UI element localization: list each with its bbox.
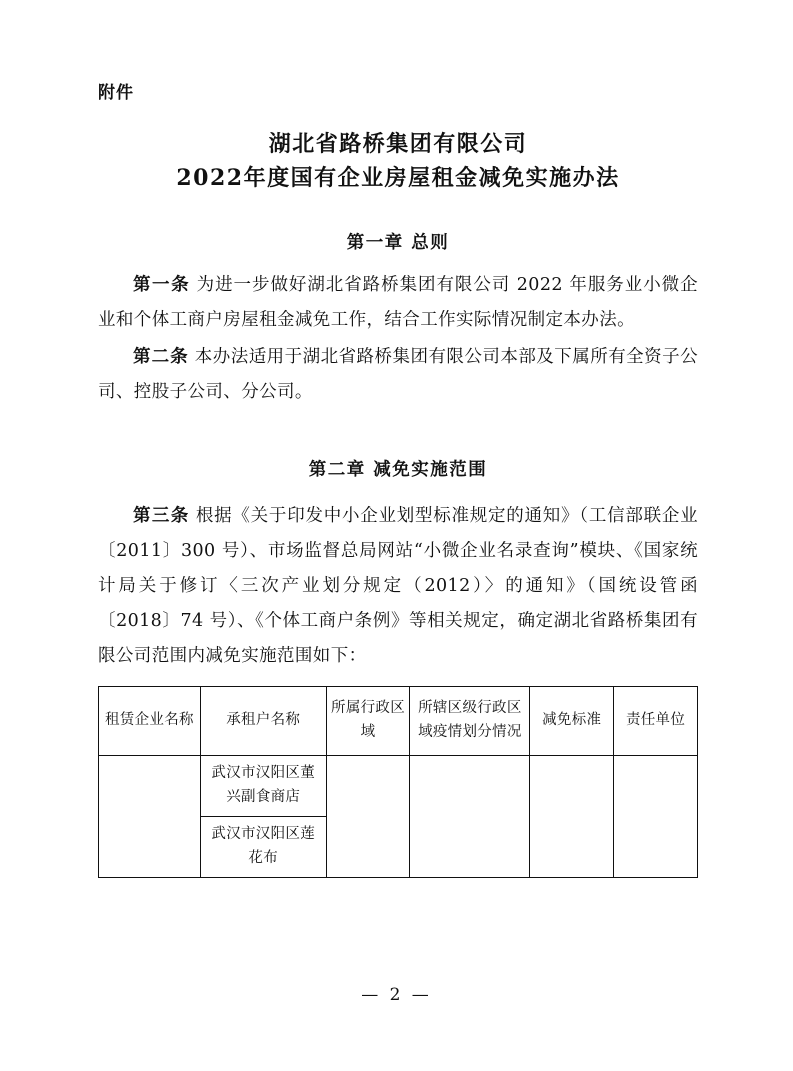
scope-table — [98, 686, 698, 878]
table-header-tenant: 承租户名称 — [200, 687, 326, 756]
cell-lessee — [99, 756, 201, 878]
title-line-1: 湖北省路桥集团有限公司 — [268, 131, 528, 157]
article-1-text: 为进一步做好湖北省路桥集团有限公司 2022 年服务业小微企业和个体工商户房屋租金减免工作，结合工作实际情况制定本办法。 — [98, 275, 698, 331]
page-number: — 2 — — [361, 985, 432, 1005]
table-header-row — [99, 687, 698, 756]
table-header-epidemic: 所辖区级行政区域疫情划分情况 — [410, 687, 530, 756]
cell-tenant: 武汉市汉阳区莲花布 — [200, 817, 326, 878]
cell-epidemic — [410, 756, 530, 878]
article-1-paragraph — [98, 268, 698, 338]
article-2-paragraph — [98, 340, 698, 410]
cell-unit — [614, 756, 698, 878]
article-3-paragraph — [98, 499, 698, 674]
table-row — [99, 756, 698, 817]
cell-standard — [530, 756, 614, 878]
chapter-1-heading: 第一章 总则 — [346, 233, 450, 254]
article-2-label: 第二条 — [133, 347, 189, 368]
table-header-unit: 责任单位 — [614, 687, 698, 756]
article-1-label: 第一条 — [133, 275, 191, 296]
cell-tenant: 武汉市汉阳区董兴副食商店 — [200, 756, 326, 817]
attachment-label: 附件 — [98, 83, 134, 103]
article-3-label: 第三条 — [133, 506, 190, 527]
cell-region — [326, 756, 410, 878]
article-2-text: 本办法适用于湖北省路桥集团有限公司本部及下属所有全资子公司、控股子公司、分公司。 — [98, 347, 699, 403]
article-3-text: 根据《关于印发中小企业划型标准规定的通知》（工信部联企业〔2011〕300 号）、市场监督总局网站“小微企业名录查询”模块、《国家统计局关于修订〈三次产业划分规定（2012）〉的通知》（国统设管函〔2018〕74 号）、《个体工商户条例》等相关规定，确定湖北省路桥集团有限公司范围内减免实施范围如下： — [98, 506, 699, 667]
chapter-2-heading: 第二章 减免实施范围 — [308, 460, 488, 481]
table-header-lessee: 租赁企业名称 — [99, 687, 201, 756]
page-title — [98, 127, 698, 195]
table-header-standard: 减免标准 — [530, 687, 614, 756]
title-line-2: 2022年度国有企业房屋租金减免实施办法 — [176, 165, 620, 192]
table-header-region: 所属行政区域 — [326, 687, 410, 756]
